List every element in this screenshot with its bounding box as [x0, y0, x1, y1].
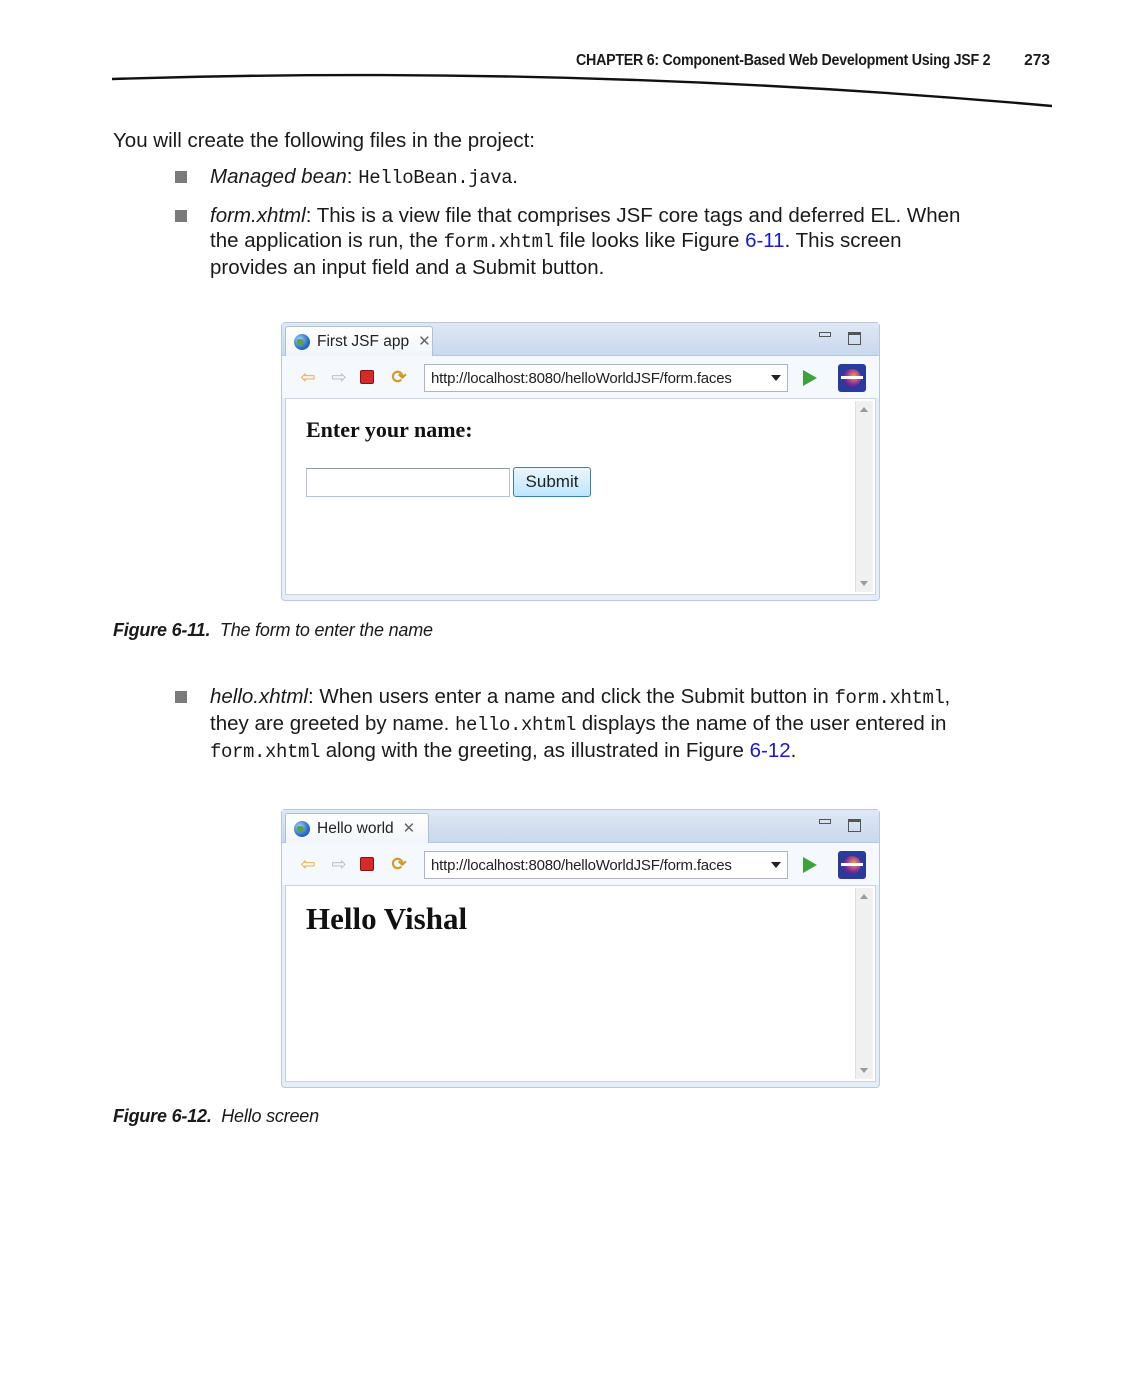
back-arrow-icon[interactable]: ⇦ — [300, 367, 316, 387]
maximize-icon[interactable] — [848, 332, 861, 345]
scroll-down-icon[interactable] — [860, 581, 868, 586]
close-icon[interactable]: ✕ — [418, 333, 431, 350]
bullet-square-icon — [175, 210, 187, 222]
scroll-up-icon[interactable] — [860, 894, 868, 899]
submit-button[interactable]: Submit — [513, 467, 591, 497]
code-filename: hello.xhtml — [455, 714, 577, 736]
url-text: http://localhost:8080/helloWorldJSF/form.faces — [431, 369, 732, 387]
list-item: Managed bean: HelloBean.java. — [175, 164, 975, 191]
list-item: form.xhtml: This is a view file that comprises JSF core tags and deferred EL. When the application is run, the form.xhtml file looks like Figure 6-11. This screen provides an input field and a Submit button. — [175, 203, 975, 280]
refresh-icon[interactable]: ⟳ — [391, 367, 407, 387]
bullet-square-icon — [175, 691, 187, 703]
tab-title: First JSF app — [317, 332, 410, 350]
globe-icon — [294, 334, 310, 350]
forward-arrow-icon[interactable]: ⇨ — [331, 854, 347, 874]
code-filename: HelloBean.java — [358, 167, 513, 189]
intro-paragraph: You will create the following files in the project: — [113, 129, 536, 152]
url-text: http://localhost:8080/helloWorldJSF/form.faces — [431, 856, 732, 874]
chevron-down-icon[interactable] — [771, 862, 781, 868]
stop-icon[interactable] — [360, 370, 374, 384]
scroll-up-icon[interactable] — [860, 407, 868, 412]
code-filename: form.xhtml — [834, 687, 945, 709]
file-list — [175, 684, 975, 777]
scroll-down-icon[interactable] — [860, 1068, 868, 1073]
url-bar[interactable] — [424, 364, 788, 392]
browser-toolbar — [282, 356, 879, 398]
back-arrow-icon[interactable]: ⇦ — [300, 854, 316, 874]
go-icon[interactable] — [803, 857, 817, 873]
tab-strip — [282, 323, 879, 356]
page-number: 273 — [1024, 52, 1050, 69]
minimize-icon[interactable] — [819, 819, 831, 824]
browser-tab[interactable] — [285, 326, 433, 356]
stop-icon[interactable] — [360, 857, 374, 871]
close-icon[interactable]: ✕ — [402, 820, 416, 837]
vertical-scrollbar[interactable] — [855, 401, 873, 592]
code-filename: form.xhtml — [443, 231, 554, 253]
list-item: hello.xhtml: When users enter a name and click the Submit button in form.xhtml, they are greeted by name. hello.xhtml displays the name of the user entered in form.xhtml along with the greeting, as illustrated in Figure 6-12. — [175, 684, 975, 765]
header-rule — [112, 70, 1052, 110]
figure-caption: Figure 6-11. The form to enter the name — [113, 620, 433, 640]
globe-icon — [294, 821, 310, 837]
figure-link[interactable]: 6-12 — [749, 739, 791, 762]
greeting-heading: Hello Vishal — [306, 901, 468, 936]
eclipse-icon[interactable] — [838, 851, 866, 879]
vertical-scrollbar[interactable] — [855, 888, 873, 1079]
forward-arrow-icon[interactable]: ⇨ — [331, 367, 347, 387]
url-bar[interactable] — [424, 851, 788, 879]
chevron-down-icon[interactable] — [771, 375, 781, 381]
chapter-title: CHAPTER 6: Component-Based Web Development Using JSF 2 — [575, 52, 991, 69]
tab-title: Hello world — [317, 819, 394, 837]
browser-window-hello — [281, 809, 880, 1088]
name-input[interactable] — [306, 468, 510, 497]
page-viewport — [285, 885, 876, 1082]
tab-strip — [282, 810, 879, 843]
eclipse-icon[interactable] — [838, 364, 866, 392]
browser-tab[interactable] — [285, 813, 429, 843]
figure-caption: Figure 6-12. Hello screen — [113, 1106, 319, 1126]
code-filename: form.xhtml — [210, 741, 321, 763]
minimize-icon[interactable] — [819, 332, 831, 337]
file-list — [175, 164, 975, 292]
maximize-icon[interactable] — [848, 819, 861, 832]
page-heading: Enter your name: — [306, 417, 473, 442]
refresh-icon[interactable]: ⟳ — [391, 854, 407, 874]
running-header — [540, 52, 1050, 70]
browser-toolbar — [282, 843, 879, 885]
bullet-square-icon — [175, 171, 187, 183]
page-viewport — [285, 398, 876, 595]
browser-window-form — [281, 322, 880, 601]
go-icon[interactable] — [803, 370, 817, 386]
figure-link[interactable]: 6-11 — [745, 229, 785, 252]
